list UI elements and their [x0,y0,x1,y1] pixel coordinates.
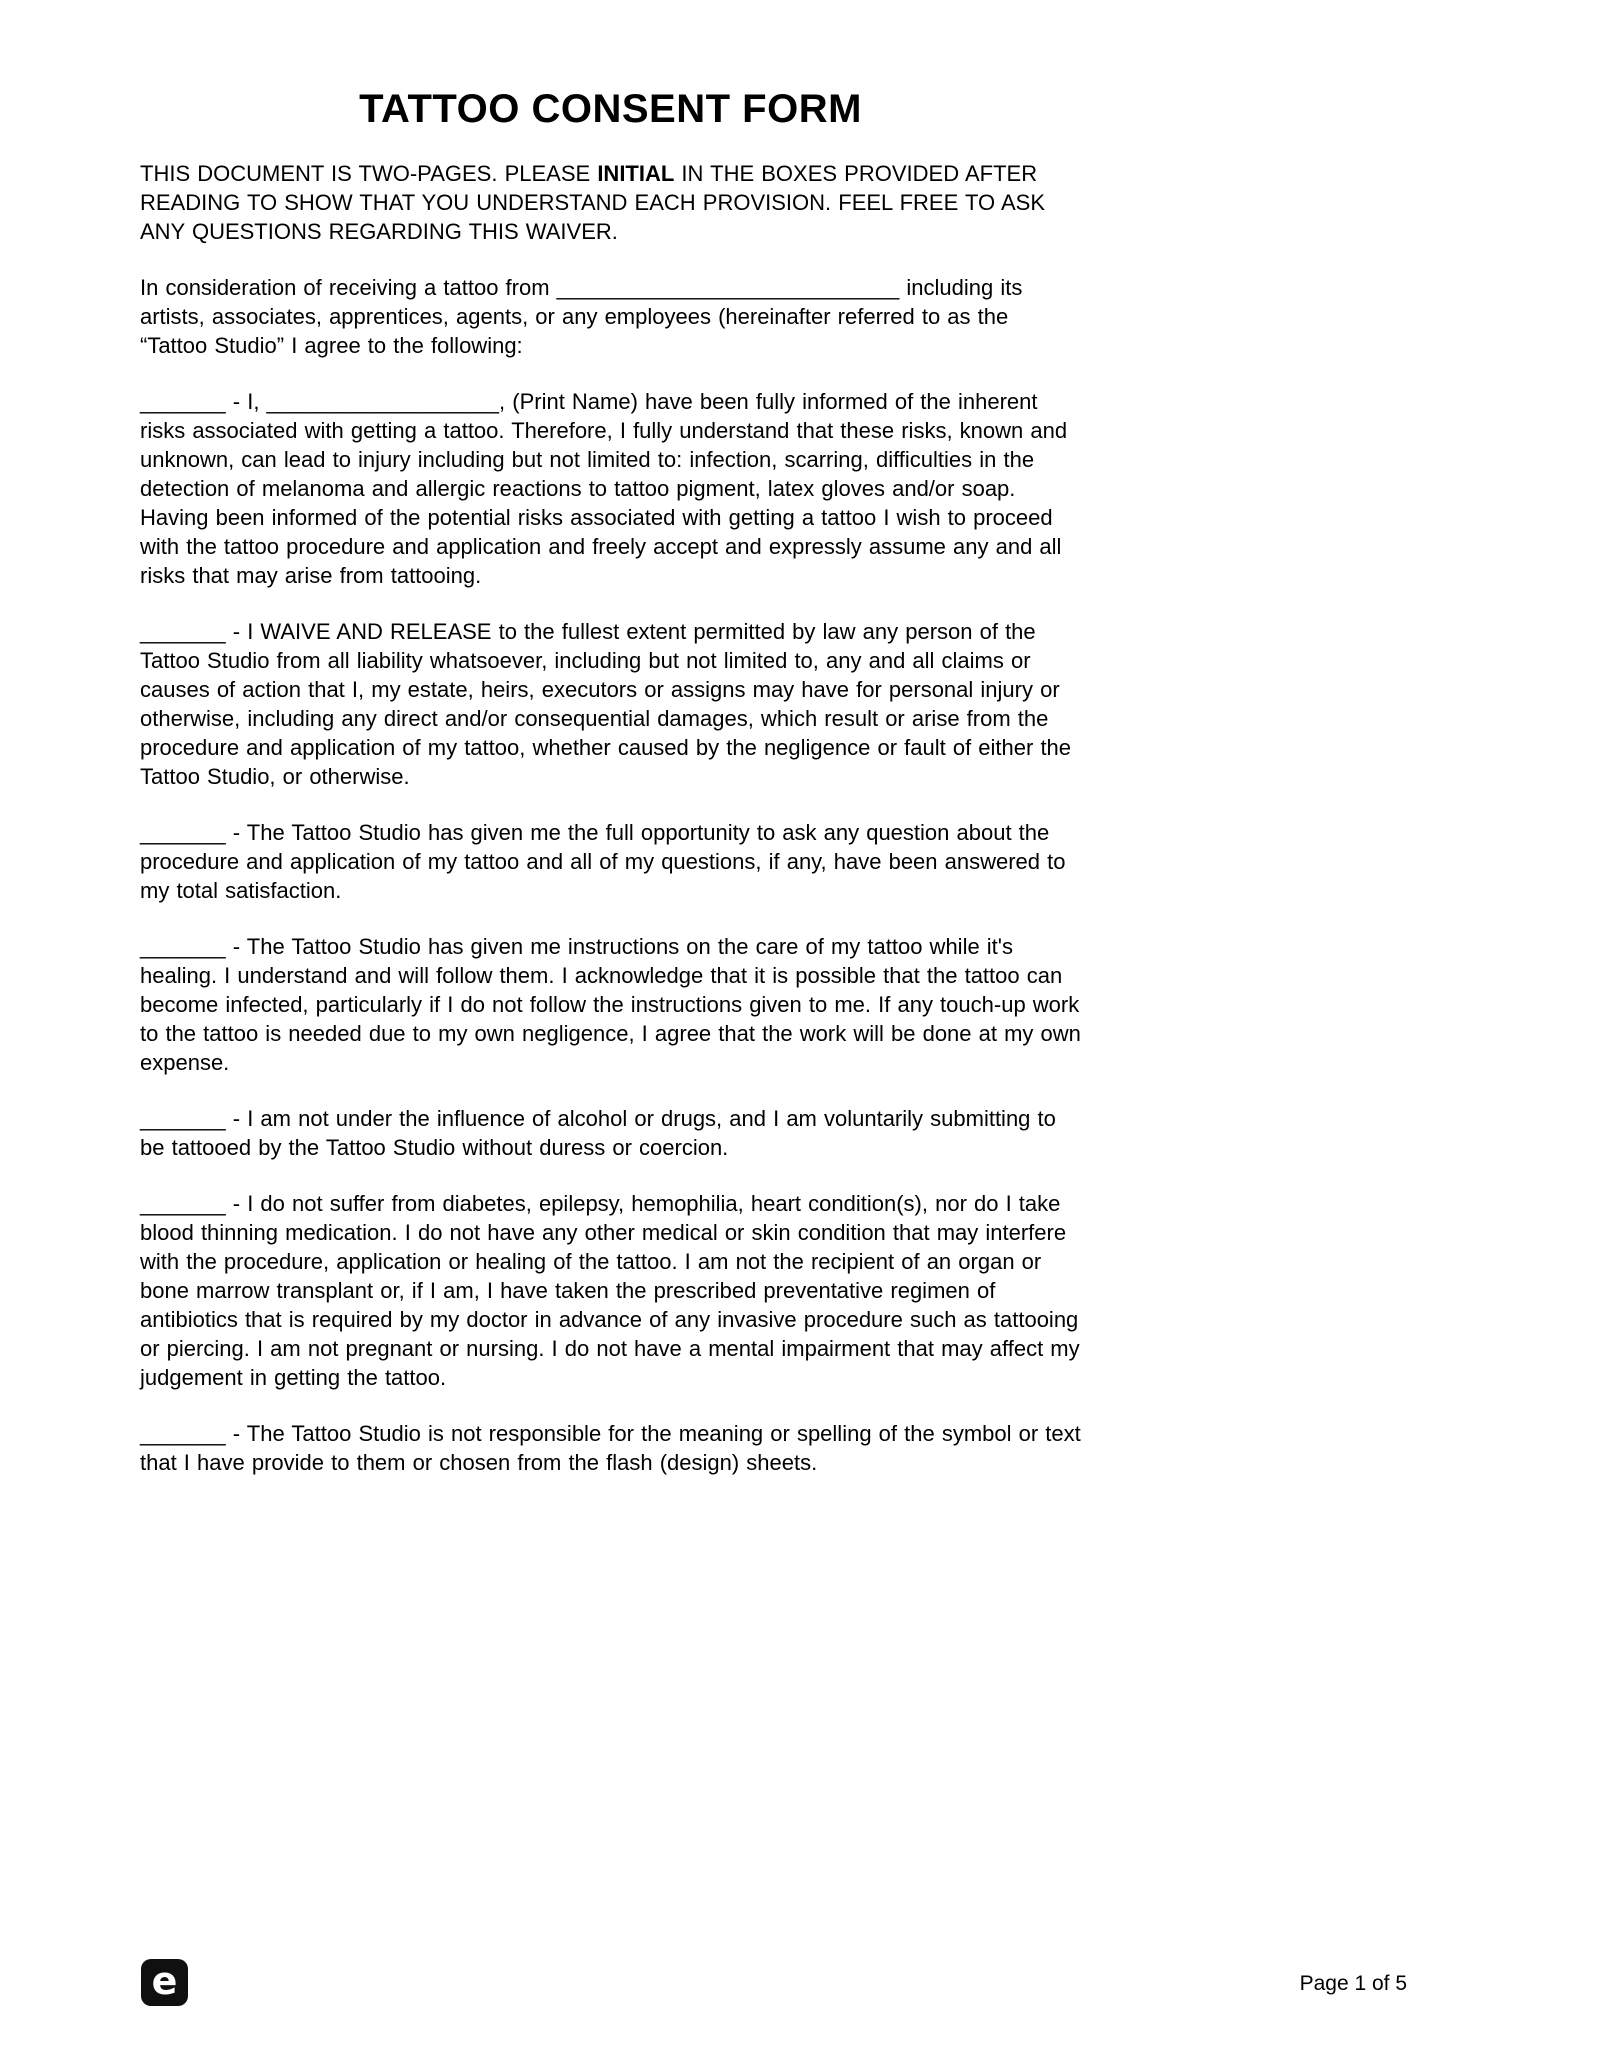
initials-blank: _______ [140,820,226,845]
eforms-logo [141,1959,188,2006]
intro-paragraph [140,159,1081,246]
provision-paragraph-meaning-spelling [140,1419,1081,1477]
page-number-label: Page 1 of 5 [1299,1972,1407,1995]
studio-name-blank: ____________________________ [556,275,900,300]
initials-blank: _______ [140,1421,226,1446]
provision-paragraph-waive-release [140,617,1081,791]
initials-blank: _______ [140,934,226,959]
document-title: TATTOO CONSENT FORM [359,87,862,131]
provision-text: - I WAIVE AND RELEASE to the fullest extent permitted by law any person of the Tattoo Studio from all liability whatsoever, including but not limited to, any and all claims or causes of action that I, my estate, heirs, executors or assigns may have for personal injury or otherwise, including any direct and/or consequential damages, which result or arise from the procedure and application of my tattoo, whether caused by the negligence or fault of either the Tattoo Studio, or otherwise. [140,619,1072,789]
provision-text: - I, ___________________, (Print Name) have been fully informed of the inherent risks associated with getting a tattoo. Therefore, I fully understand that these risks, known and unknown, can lead to injury including but not limited to: infection, scarring, difficulties in the detection of melanoma and allergic reactions to tattoo pigment, latex gloves and/or soap. Having been informed of the potential risks associated with getting a tattoo I wish to proceed with the tattoo procedure and application and freely accept and expressly assume any and all risks that may arise from tattooing. [140,389,1068,588]
eforms-logo-letter: e [151,1958,178,2003]
provision-paragraph-medical-conditions [140,1189,1081,1392]
provision-text: - I am not under the influence of alcohol or drugs, and I am voluntarily submitting to be tattooed by the Tattoo Studio without duress or coercion. [140,1106,1056,1160]
provision-paragraph-aftercare [140,932,1081,1077]
document-content [140,86,1081,1504]
intro-initial-emphasis: INITIAL [597,161,675,186]
initials-blank: _______ [140,1191,226,1216]
initials-blank: _______ [140,619,226,644]
provision-text: - The Tattoo Studio has given me the full opportunity to ask any question about the procedure and application of my tattoo and all of my questions, if any, have been answered to my total satisfaction. [140,820,1066,903]
provision-paragraph-risks [140,387,1081,590]
initials-blank: _______ [140,389,226,414]
initials-blank: _______ [140,1106,226,1131]
provision-text: - The Tattoo Studio has given me instructions on the care of my tattoo while it's healing. I understand and will follow them. I acknowledge that it is possible that the tattoo can become infected, particularly if I do not follow the instructions given to me. If any touch-up work to the tattoo is needed due to my own negligence, I agree that the work will be done at my own expense. [140,934,1081,1075]
consideration-paragraph [140,273,1081,360]
provision-paragraph-sobriety [140,1104,1081,1162]
provision-paragraph-questions [140,818,1081,905]
consideration-text-before: In consideration of receiving a tattoo from [140,275,557,300]
intro-text-after: IN THE BOXES PROVIDED AFTER READING TO SHOW THAT YOU UNDERSTAND EACH PROVISION. FEEL FREE TO ASK ANY QUESTIONS REGARDING THIS WAIVER. [140,161,1046,244]
provision-text: - The Tattoo Studio is not responsible for the meaning or spelling of the symbol or text that I have provide to them or chosen from the flash (design) sheets. [140,1421,1081,1475]
intro-text-before: THIS DOCUMENT IS TWO-PAGES. PLEASE [140,161,598,186]
consideration-text-after: including its artists, associates, apprentices, agents, or any employees (hereinafter referred to as the “Tattoo Studio” I agree to the following: [140,275,1023,358]
provision-text: - I do not suffer from diabetes, epilepsy, hemophilia, heart condition(s), nor do I take blood thinning medication. I do not have any other medical or skin condition that may interfere with the procedure, application or healing of the tattoo. I am not the recipient of an organ or bone marrow transplant or, if I am, I have taken the prescribed preventative regimen of antibiotics that is required by my doctor in advance of any invasive procedure such as tattooing or piercing. I am not pregnant or nursing. I do not have a mental impairment that may affect my judgement in getting the tattoo. [140,1191,1080,1390]
